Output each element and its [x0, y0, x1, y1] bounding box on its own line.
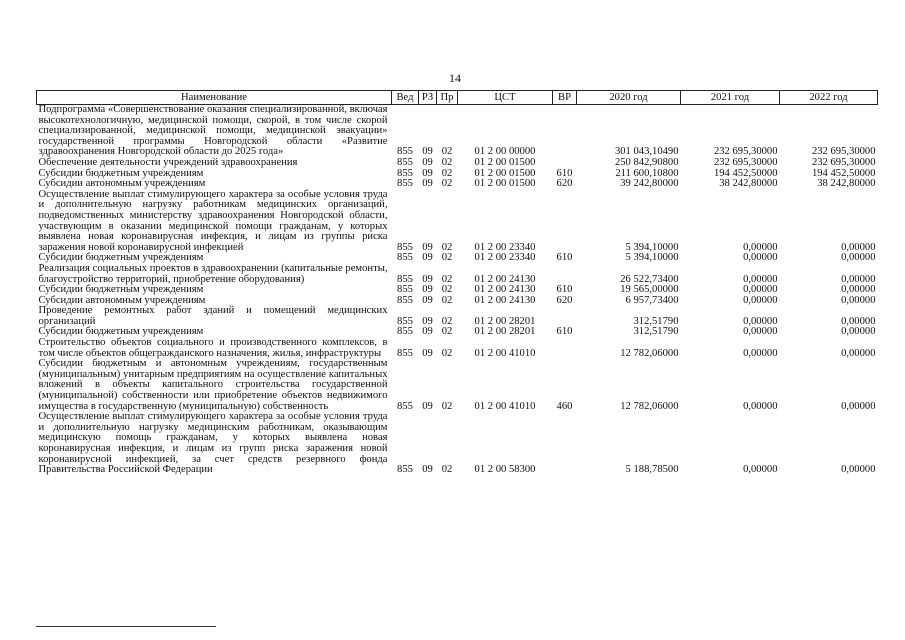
row-amount-2022: 232 695,30000 — [811, 156, 876, 168]
row-amount-2022: 0,00000 — [841, 326, 876, 338]
table-row — [37, 264, 878, 285]
row-name: Реализация социальных проектов в здравоохранении (капитальные ремонты, благоустройство территорий, приобретение оборудования) — [38, 262, 388, 285]
row-ved: 855 — [397, 315, 413, 327]
row-vr: 620 — [556, 178, 573, 190]
col-header-ved: Вед — [392, 91, 419, 105]
row-rz: 09 — [422, 156, 433, 168]
row-name: Субсидии бюджетным учреждениям — [38, 252, 204, 264]
row-amount-2020: 39 242,80000 — [620, 178, 679, 190]
row-amount-2021: 232 695,30000 — [713, 156, 778, 168]
row-amount-2020: 12 782,06000 — [620, 400, 679, 412]
row-vr — [553, 412, 577, 476]
row-pr: 02 — [441, 156, 453, 168]
row-vr: 610 — [556, 284, 573, 296]
row-rz: 09 — [422, 464, 433, 476]
row-amount-2020: 312,51790 — [633, 326, 679, 338]
row-rz: 09 — [422, 167, 433, 179]
row-vr — [553, 306, 577, 327]
row-ved: 855 — [397, 294, 413, 306]
row-cst: 01 2 00 01500 — [474, 178, 536, 190]
row-cst: 01 2 00 24130 — [474, 284, 536, 296]
row-amount-2021: 0,00000 — [743, 273, 778, 285]
row-ved: 855 — [397, 464, 413, 476]
row-ved: 855 — [397, 284, 413, 296]
row-pr: 02 — [441, 400, 453, 412]
table-row — [37, 105, 878, 158]
row-cst: 01 2 00 41010 — [474, 347, 536, 359]
row-cst: 01 2 00 00000 — [474, 146, 536, 158]
row-amount-2022: 0,00000 — [841, 273, 876, 285]
row-rz: 09 — [422, 273, 433, 285]
row-name: Субсидии бюджетным учреждениям — [38, 167, 204, 179]
row-vr — [553, 105, 577, 158]
row-cst: 01 2 00 28201 — [474, 326, 536, 338]
row-pr: 02 — [441, 241, 453, 253]
budget-table — [36, 90, 878, 476]
row-name: Проведение ремонтных работ зданий и помещений медицинских организаций — [38, 305, 388, 327]
row-cst: 01 2 00 41010 — [474, 400, 536, 412]
row-pr: 02 — [441, 347, 453, 359]
col-header-2022: 2022 год — [780, 91, 878, 105]
row-amount-2022: 0,00000 — [841, 347, 876, 359]
footnote-divider — [36, 626, 216, 627]
table-row — [37, 412, 878, 476]
row-pr: 02 — [441, 167, 453, 179]
row-amount-2020: 5 394,10000 — [625, 241, 679, 253]
row-ved: 855 — [397, 400, 413, 412]
row-cst: 01 2 00 28201 — [474, 315, 536, 327]
table-row — [37, 359, 878, 412]
row-amount-2021: 0,00000 — [743, 464, 778, 476]
col-header-name: Наименование — [37, 91, 392, 105]
row-vr — [553, 338, 577, 359]
row-pr: 02 — [441, 315, 453, 327]
row-vr — [553, 264, 577, 285]
row-name: Субсидии бюджетным учреждениям — [38, 284, 204, 296]
row-vr: 460 — [556, 400, 573, 412]
row-pr: 02 — [441, 252, 453, 264]
row-ved: 855 — [397, 252, 413, 264]
row-name: Осуществление выплат стимулирующего характера за особые условия труда и дополнительную нагрузку работникам медицинских организаций, подведомственных министерству здравоохранения Новгородской области, участвующим в оказании медицинской помощи гражданам, у которых выявлена новая коронавирусная инфекция, и лицам из группы риска заражения новой коронавирусной инфекцией — [38, 188, 388, 253]
row-rz: 09 — [422, 146, 433, 158]
col-header-2020: 2020 год — [577, 91, 681, 105]
row-vr: 610 — [556, 167, 573, 179]
row-rz: 09 — [422, 347, 433, 359]
table-header-row — [37, 91, 878, 105]
row-ved: 855 — [397, 146, 413, 158]
row-name: Субсидии автономным учреждениям — [38, 294, 206, 306]
row-ved: 855 — [397, 241, 413, 253]
row-pr: 02 — [441, 273, 453, 285]
row-vr: 620 — [556, 294, 573, 306]
row-rz: 09 — [422, 178, 433, 190]
row-cst: 01 2 00 01500 — [474, 156, 536, 168]
row-vr: 610 — [556, 252, 573, 264]
row-amount-2021: 38 242,80000 — [719, 178, 778, 190]
row-rz: 09 — [422, 241, 433, 253]
row-ved: 855 — [397, 347, 413, 359]
row-amount-2020: 12 782,06000 — [620, 347, 679, 359]
row-amount-2022: 0,00000 — [841, 400, 876, 412]
row-amount-2022: 232 695,30000 — [811, 146, 876, 158]
row-amount-2022: 0,00000 — [841, 241, 876, 253]
table-row — [37, 306, 878, 327]
row-name: Подпрограмма «Совершенствование оказания специализированной, включая высокотехнологичную, медицинской помощи, скорой, в том числе скорой специализированной, медицинской помощи, медицинской эвакуации» государственной программы Новгородской области «Развитие здравоохранения Новгородской области до 2025 года» — [38, 104, 388, 158]
row-amount-2022: 38 242,80000 — [817, 178, 876, 190]
table-row — [37, 338, 878, 359]
row-vr: 610 — [556, 326, 573, 338]
row-vr — [553, 158, 577, 169]
row-amount-2020: 211 600,10800 — [615, 167, 679, 179]
row-cst: 01 2 00 01500 — [474, 167, 536, 179]
row-vr — [553, 190, 577, 254]
row-amount-2021: 0,00000 — [743, 252, 778, 264]
row-amount-2022: 0,00000 — [841, 284, 876, 296]
col-header-cst: ЦСТ — [458, 91, 553, 105]
row-rz: 09 — [422, 400, 433, 412]
row-amount-2020: 6 957,73400 — [625, 294, 679, 306]
row-rz: 09 — [422, 252, 433, 264]
row-rz: 09 — [422, 315, 433, 327]
row-cst: 01 2 00 24130 — [474, 294, 536, 306]
row-ved: 855 — [397, 167, 413, 179]
row-amount-2021: 0,00000 — [743, 284, 778, 296]
row-cst: 01 2 00 58300 — [474, 464, 536, 476]
row-name: Строительство объектов социального и производственного комплексов, в том числе объектов общегражданского назначения, жилья, инфраструктуры — [38, 337, 388, 359]
row-amount-2022: 0,00000 — [841, 252, 876, 264]
row-amount-2022: 194 452,50000 — [811, 167, 876, 179]
row-amount-2021: 0,00000 — [743, 326, 778, 338]
col-header-pr: Пр — [437, 91, 458, 105]
row-amount-2021: 194 452,50000 — [713, 167, 778, 179]
row-amount-2021: 0,00000 — [743, 315, 778, 327]
row-pr: 02 — [441, 146, 453, 158]
row-amount-2021: 0,00000 — [743, 241, 778, 253]
row-ved: 855 — [397, 273, 413, 285]
row-amount-2020: 19 565,00000 — [620, 284, 679, 296]
row-rz: 09 — [422, 294, 433, 306]
row-name: Обеспечение деятельности учреждений здравоохранения — [38, 156, 298, 168]
page-number: 14 — [449, 71, 461, 85]
row-cst: 01 2 00 24130 — [474, 273, 536, 285]
row-pr: 02 — [441, 178, 453, 190]
row-ved: 855 — [397, 156, 413, 168]
row-pr: 02 — [441, 284, 453, 296]
row-amount-2021: 0,00000 — [743, 400, 778, 412]
row-pr: 02 — [441, 326, 453, 338]
row-amount-2020: 5 394,10000 — [625, 252, 679, 264]
row-pr: 02 — [441, 294, 453, 306]
row-amount-2021: 0,00000 — [743, 347, 778, 359]
row-amount-2022: 0,00000 — [841, 315, 876, 327]
row-name: Субсидии бюджетным учреждениям — [38, 326, 204, 338]
col-header-2021: 2021 год — [681, 91, 780, 105]
row-cst: 01 2 00 23340 — [474, 252, 536, 264]
row-rz: 09 — [422, 284, 433, 296]
row-name: Осуществление выплат стимулирующего характера за особые условия труда и дополнительную нагрузку медицинским работникам, оказывающим медицинскую помощь гражданам, у которых выявлена новая коронавирусная инфекция, и лицам из групп риска заражения новой коронавирусной инфекцией, за счет средств резервного фонда Правительства Российской Федерации — [38, 411, 388, 476]
row-name: Субсидии автономным учреждениям — [38, 178, 206, 190]
row-cst: 01 2 00 23340 — [474, 241, 536, 253]
row-amount-2022: 0,00000 — [841, 294, 876, 306]
row-amount-2021: 0,00000 — [743, 294, 778, 306]
row-amount-2020: 26 522,73400 — [620, 273, 679, 285]
col-header-rz: РЗ — [419, 91, 437, 105]
row-name: Субсидии бюджетным и автономным учреждениям, государственным (муниципальным) унитарным предприятиям на осуществление капитальных вложений в объекты капитального строительства государственной (муниципальной) собственности или приобретение объектов недвижимого имущества в государственную (муниципальную) собственность — [38, 358, 388, 412]
row-amount-2020: 301 043,10490 — [614, 146, 679, 158]
col-header-vr: ВР — [553, 91, 577, 105]
table-row — [37, 158, 878, 169]
row-amount-2021: 232 695,30000 — [713, 146, 778, 158]
row-amount-2020: 5 188,78500 — [625, 464, 679, 476]
row-amount-2020: 250 842,90800 — [614, 156, 679, 168]
row-amount-2020: 312,51790 — [633, 315, 679, 327]
row-rz: 09 — [422, 326, 433, 338]
table-row — [37, 190, 878, 254]
row-ved: 855 — [397, 178, 413, 190]
row-amount-2022: 0,00000 — [841, 464, 876, 476]
row-ved: 855 — [397, 326, 413, 338]
row-pr: 02 — [441, 464, 453, 476]
